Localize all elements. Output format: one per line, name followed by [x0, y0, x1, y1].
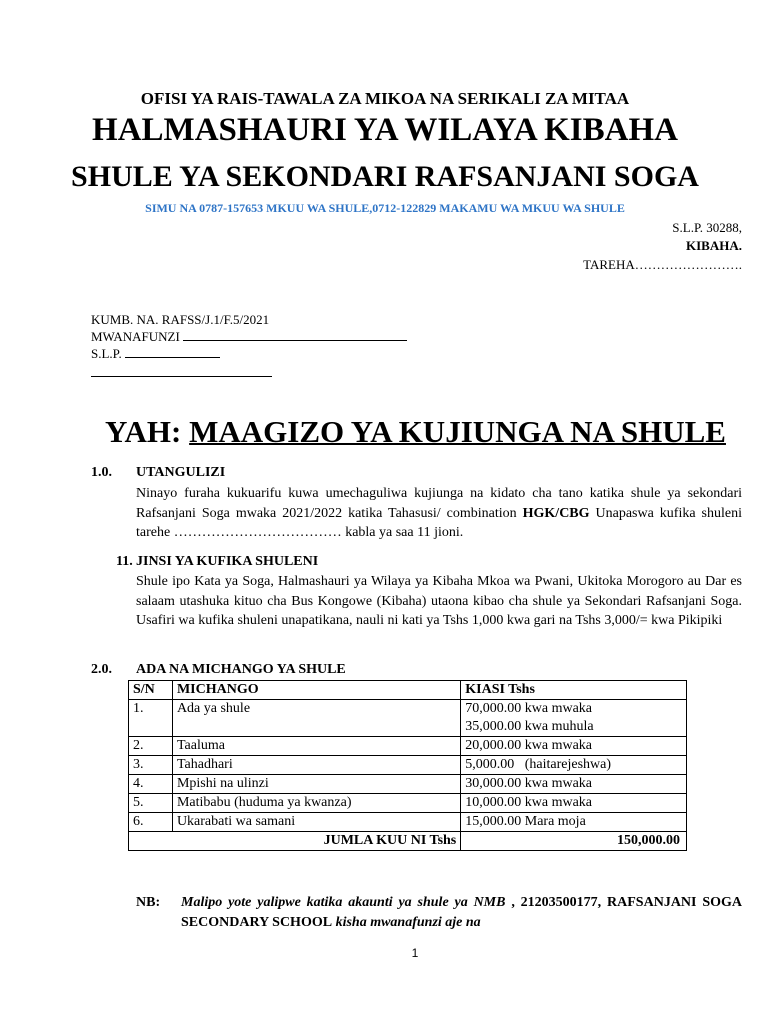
table-row	[129, 813, 687, 832]
intro-heading: UTANGULIZI	[136, 465, 226, 480]
row-amount: 20,000.00 kwa mwaka	[461, 737, 687, 756]
address-label: S.L.P.	[91, 346, 122, 361]
directions-paragraph: Shule ipo Kata ya Soga, Halmashauri ya Wilaya ya Kibaha Mkoa wa Pwani, Ukitoka Morogoro au Dar es salaam utashuka kituo cha Bus Kongowe (Kibaha) utaona kibao cha shule ya Sekondari Rafsanjani Soga. Usafiri wa kufika shuleni unapatikana, nauli ni kati ya Tshs 1,000 kwa gari na Tshs 3,000/= kwa Pikipiki	[136, 574, 742, 628]
row-sn: 4.	[129, 775, 173, 794]
subject-heading	[105, 414, 726, 450]
column-header: KIASI Tshs	[461, 681, 687, 700]
column-header: S/N	[129, 681, 173, 700]
row-item: Taaluma	[172, 737, 460, 756]
total-value: 150,000.00	[461, 832, 687, 851]
combination-code: HGK/CBG	[522, 505, 590, 521]
total-label: JUMLA KUU NI Tshs	[129, 832, 461, 851]
intro-number: 1.0.	[91, 465, 112, 480]
row-item: Ukarabati wa samani	[172, 813, 460, 832]
row-amount: 5,000.00 (haitarejeshwa)	[461, 756, 687, 775]
note-text: Malipo yote yalipwe katika akaunti ya shule ya NMB	[181, 895, 506, 910]
table-row	[129, 737, 687, 756]
student-line	[91, 328, 407, 345]
row-sn	[129, 718, 173, 737]
po-box: S.L.P. 30288,	[672, 220, 742, 235]
address-line	[91, 345, 220, 362]
row-item: Tahadhari	[172, 756, 460, 775]
student-label: MWANAFUNZI	[91, 329, 180, 344]
intro-text-end: Unapaswa kufika shuleni tarehe ……………………………… kabla ya saa 11 jioni.	[136, 505, 742, 540]
date-line: TAREHA…………………….	[583, 257, 742, 272]
row-sn: 6.	[129, 813, 173, 832]
address-blank	[125, 345, 220, 358]
fees-table	[128, 680, 687, 851]
row-item: Mpishi na ulinzi	[172, 775, 460, 794]
student-blank	[183, 328, 407, 341]
row-sn: 2.	[129, 737, 173, 756]
note-paragraph	[181, 893, 742, 933]
table-header-row	[129, 681, 687, 700]
row-amount: 15,000.00 Mara moja	[461, 813, 687, 832]
row-amount: 10,000.00 kwa mwaka	[461, 794, 687, 813]
row-amount: 35,000.00 kwa muhula	[461, 718, 687, 737]
table-row	[129, 700, 687, 719]
directions-heading: JINSI YA KUFIKA SHULENI	[136, 554, 319, 569]
fees-number: 2.0.	[91, 662, 112, 677]
table-row	[129, 794, 687, 813]
note-label: NB:	[136, 895, 161, 910]
row-item: Matibabu (huduma ya kwanza)	[172, 794, 460, 813]
table-row	[129, 756, 687, 775]
row-amount: 30,000.00 kwa mwaka	[461, 775, 687, 794]
town: KIBAHA.	[686, 238, 742, 253]
row-amount: 70,000.00 kwa mwaka	[461, 700, 687, 719]
council-heading: HALMASHAURI YA WILAYA KIBAHA	[92, 112, 678, 148]
row-sn: 1.	[129, 700, 173, 719]
row-sn: 5.	[129, 794, 173, 813]
column-header: MICHANGO	[172, 681, 460, 700]
page-number: 1	[411, 946, 419, 960]
contact-line: SIMU NA 0787-157653 MKUU WA SHULE,0712-122829 MAKAMU WA MKUU WA SHULE	[145, 201, 625, 215]
directions-number: 11.	[116, 554, 133, 569]
table-row	[129, 775, 687, 794]
subject-prefix: YAH:	[105, 414, 182, 449]
table-row	[129, 718, 687, 737]
row-sn: 3.	[129, 756, 173, 775]
table-total-row	[129, 832, 687, 851]
subject-title: MAAGIZO YA KUJIUNGA NA SHULE	[189, 414, 726, 449]
note-account: , 21203500177, RAFSANJANI SOGA SECONDARY SCHOOL	[181, 895, 743, 930]
intro-paragraph	[136, 484, 742, 543]
office-heading: OFISI YA RAIS-TAWALA ZA MIKOA NA SERIKALI ZA MITAA	[140, 89, 630, 108]
row-item	[172, 718, 460, 737]
school-heading: SHULE YA SEKONDARI RAFSANJANI SOGA	[71, 160, 699, 193]
note-text-end: kisha mwanafunzi aje na	[332, 915, 481, 930]
row-item: Ada ya shule	[172, 700, 460, 719]
address-blank-line	[91, 376, 272, 377]
intro-text: Ninayo furaha kukuarifu kuwa umechaguliwa kujiunga na kidato cha tano katika shule ya sekondari Rafsanjani Soga mwaka 2021/2022 katika Tahasusi/ combination	[136, 486, 742, 521]
fees-heading: ADA NA MICHANGO YA SHULE	[136, 662, 346, 677]
reference-number: KUMB. NA. RAFSS/J.1/F.5/2021	[91, 312, 270, 327]
